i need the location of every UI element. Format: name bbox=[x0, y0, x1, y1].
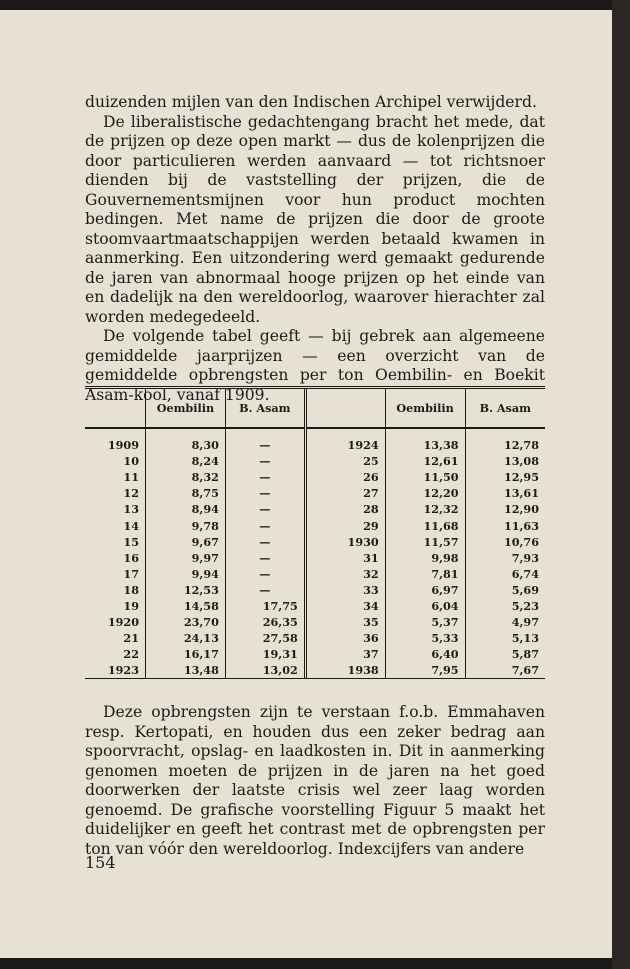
cell-oembilin-right: 5,33 bbox=[385, 630, 465, 646]
cell-year-left: 10 bbox=[123, 454, 139, 469]
cell-oembilin-right: 7,81 bbox=[385, 566, 465, 582]
cell-year-right: 1924 bbox=[305, 437, 385, 453]
cell-year-left: 1909 bbox=[107, 438, 139, 453]
cell-basam-left: — bbox=[225, 566, 305, 582]
cell-basam-right: 13,61 bbox=[465, 485, 545, 501]
cell-year-right: 1938 bbox=[305, 662, 385, 678]
cell-oembilin-right: 9,98 bbox=[385, 550, 465, 566]
table-header-row bbox=[85, 389, 545, 428]
table-gap-row bbox=[85, 428, 545, 437]
paragraph: De volgende tabel geeft — bij gebrek aan algemeene gemiddelde jaarprijzen — een overzicht van de gemiddelde opbrengsten per ton Oembilin- en Boekit Asam-kool, vanaf 1909. bbox=[85, 327, 545, 404]
page-number: 154 bbox=[85, 853, 116, 872]
cell-basam-left: 26,35 bbox=[225, 614, 305, 630]
cell-oembilin-left: 12,53 bbox=[146, 582, 226, 598]
cell-year-left: 19 bbox=[123, 598, 139, 613]
cell-year-right: 36 bbox=[305, 630, 385, 646]
cell-basam-right: 7,67 bbox=[465, 662, 545, 678]
cell-oembilin-left: 9,78 bbox=[146, 517, 226, 533]
cell-year-right: 29 bbox=[305, 517, 385, 533]
cell-oembilin-right: 6,04 bbox=[385, 598, 465, 614]
body-text-top bbox=[85, 93, 545, 405]
price-table-grid bbox=[85, 389, 545, 678]
cell-oembilin-left: 13,48 bbox=[146, 662, 226, 678]
cell-basam-left: — bbox=[225, 534, 305, 550]
cell-year-right: 26 bbox=[305, 469, 385, 485]
table-row bbox=[85, 517, 545, 533]
table-row bbox=[85, 534, 545, 550]
cell-year-right: 1930 bbox=[305, 534, 385, 550]
cell-oembilin-left: 8,24 bbox=[146, 453, 226, 469]
paragraph: duizenden mijlen van den Indischen Archipel verwijderd. bbox=[85, 93, 537, 111]
cell-basam-left: — bbox=[225, 517, 305, 533]
cell-year-right: 37 bbox=[305, 646, 385, 662]
cell-basam-right: 6,74 bbox=[465, 566, 545, 582]
cell-oembilin-left: 8,75 bbox=[146, 485, 226, 501]
table-row bbox=[85, 485, 545, 501]
price-table bbox=[85, 386, 545, 679]
cell-basam-left: — bbox=[225, 469, 305, 485]
body-text-bottom bbox=[85, 703, 545, 859]
cell-basam-left: 19,31 bbox=[225, 646, 305, 662]
cell-basam-right: 4,97 bbox=[465, 614, 545, 630]
cell-oembilin-left: 14,58 bbox=[146, 598, 226, 614]
cell-basam-right: 10,76 bbox=[465, 534, 545, 550]
cell-year-left: 22 bbox=[123, 647, 139, 662]
table-row bbox=[85, 453, 545, 469]
table-row bbox=[85, 437, 545, 453]
cell-oembilin-right: 12,20 bbox=[385, 485, 465, 501]
table-row bbox=[85, 550, 545, 566]
cell-oembilin-right: 13,38 bbox=[385, 437, 465, 453]
table-row bbox=[85, 469, 545, 485]
header-oembilin-left: Oembilin bbox=[146, 389, 226, 428]
cell-year-left: 21 bbox=[123, 631, 139, 646]
paragraph: Deze opbrengsten zijn te verstaan f.o.b. Emmahaven resp. Kertopati, en houden dus een zeker bedrag aan spoorvracht, opslag- en laadkosten in. Dit in aanmerking genomen moeten de prijzen in de jaren na het goed doorwerken der laatste crisis wel zeer laag worden genoemd. De grafische voorstelling Figuur 5 maakt het duidelijker en geeft het contrast met de opbrengsten per ton van vóór den wereldoorlog. Indexcijfers van andere bbox=[85, 703, 545, 858]
cell-oembilin-left: 24,13 bbox=[146, 630, 226, 646]
cell-oembilin-right: 6,97 bbox=[385, 582, 465, 598]
cell-basam-right: 13,08 bbox=[465, 453, 545, 469]
cell-oembilin-right: 12,32 bbox=[385, 501, 465, 517]
header-oembilin-right: Oembilin bbox=[385, 389, 465, 428]
cell-oembilin-right: 11,57 bbox=[385, 534, 465, 550]
cell-basam-right: 12,95 bbox=[465, 469, 545, 485]
cell-oembilin-left: 9,94 bbox=[146, 566, 226, 582]
cell-year-right: 27 bbox=[305, 485, 385, 501]
cell-year-right: 32 bbox=[305, 566, 385, 582]
table-row bbox=[85, 614, 545, 630]
cell-basam-left: 17,75 bbox=[225, 598, 305, 614]
cell-year-right: 34 bbox=[305, 598, 385, 614]
header-basam-right: B. Asam bbox=[465, 389, 545, 428]
cell-basam-left: — bbox=[225, 582, 305, 598]
cell-year-left: 1923 bbox=[107, 663, 139, 678]
cell-year-left: 15 bbox=[123, 534, 139, 549]
cell-year-left: 16 bbox=[123, 550, 139, 565]
cell-oembilin-left: 8,94 bbox=[146, 501, 226, 517]
cell-oembilin-right: 6,40 bbox=[385, 646, 465, 662]
cell-basam-left: — bbox=[225, 453, 305, 469]
cell-oembilin-left: 9,67 bbox=[146, 534, 226, 550]
cell-oembilin-right: 11,68 bbox=[385, 517, 465, 533]
cell-basam-right: 7,93 bbox=[465, 550, 545, 566]
cell-basam-left: — bbox=[225, 437, 305, 453]
cell-basam-right: 5,13 bbox=[465, 630, 545, 646]
cell-year-right: 28 bbox=[305, 501, 385, 517]
cell-year-right: 35 bbox=[305, 614, 385, 630]
cell-year-right: 25 bbox=[305, 453, 385, 469]
cell-oembilin-right: 11,50 bbox=[385, 469, 465, 485]
table-row bbox=[85, 582, 545, 598]
header-year-left bbox=[85, 389, 146, 428]
table-bottom-rule bbox=[85, 678, 545, 679]
cell-oembilin-right: 12,61 bbox=[385, 453, 465, 469]
cell-oembilin-right: 7,95 bbox=[385, 662, 465, 678]
cell-basam-right: 12,90 bbox=[465, 501, 545, 517]
cell-oembilin-left: 9,97 bbox=[146, 550, 226, 566]
cell-year-left: 12 bbox=[123, 486, 139, 501]
table-row bbox=[85, 662, 545, 678]
cell-basam-left: — bbox=[225, 501, 305, 517]
cell-basam-right: 5,23 bbox=[465, 598, 545, 614]
header-basam-left: B. Asam bbox=[225, 389, 305, 428]
cell-basam-right: 5,87 bbox=[465, 646, 545, 662]
cell-basam-right: 11,63 bbox=[465, 517, 545, 533]
cell-basam-right: 12,78 bbox=[465, 437, 545, 453]
cell-oembilin-left: 8,30 bbox=[146, 437, 226, 453]
table-row bbox=[85, 630, 545, 646]
cell-basam-left: — bbox=[225, 550, 305, 566]
table-row bbox=[85, 646, 545, 662]
table-row bbox=[85, 566, 545, 582]
cell-oembilin-left: 16,17 bbox=[146, 646, 226, 662]
cell-year-left: 13 bbox=[123, 502, 139, 517]
cell-year-left: 14 bbox=[123, 518, 139, 533]
book-spine bbox=[612, 0, 630, 969]
header-year-right bbox=[305, 389, 385, 428]
cell-year-left: 18 bbox=[123, 582, 139, 597]
cell-oembilin-right: 5,37 bbox=[385, 614, 465, 630]
cell-basam-left: 27,58 bbox=[225, 630, 305, 646]
cell-oembilin-left: 23,70 bbox=[146, 614, 226, 630]
cell-year-left: 1920 bbox=[107, 615, 139, 630]
cell-year-left: 17 bbox=[123, 566, 139, 581]
cell-basam-right: 5,69 bbox=[465, 582, 545, 598]
cell-year-right: 31 bbox=[305, 550, 385, 566]
cell-oembilin-left: 8,32 bbox=[146, 469, 226, 485]
cell-year-left: 11 bbox=[123, 470, 139, 485]
table-row bbox=[85, 501, 545, 517]
cell-basam-left: 13,02 bbox=[225, 662, 305, 678]
paragraph: De liberalistische gedachtengang bracht het mede, dat de prijzen op deze open markt — dus de kolenprijzen die door particulieren werden aanvaard — tot richtsnoer dienden bij de vaststelling der prijzen, die de Gouvernementsmijnen voor hun product mochten bedingen. Met name de prijzen die door de groote stoomvaartmaatschappijen werden betaald kwamen in aanmerking. Een uitzondering werd gemaakt gedurende de jaren van abnormaal hooge prijzen op het einde van en dadelijk na den wereldoorlog, waarover hierachter zal worden medegedeeld. bbox=[85, 112, 545, 326]
cell-year-right: 33 bbox=[305, 582, 385, 598]
table-row bbox=[85, 598, 545, 614]
cell-basam-left: — bbox=[225, 485, 305, 501]
